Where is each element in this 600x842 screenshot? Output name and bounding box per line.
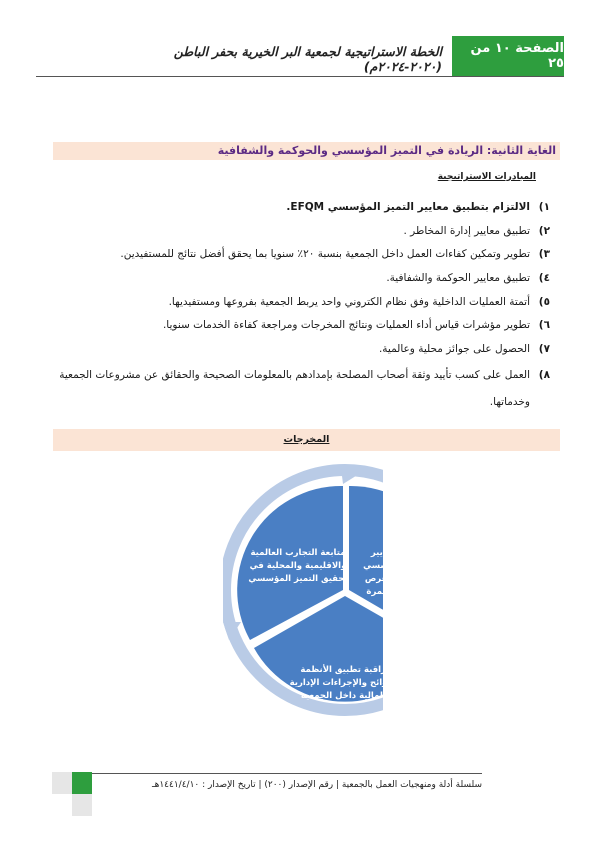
item-number: ٨) [538, 368, 550, 381]
item-number: ٤) [538, 272, 550, 285]
item-text: تطبيق معايير الحوكمة والشفافية. [386, 272, 530, 285]
outputs-heading-bar [53, 429, 560, 451]
item-text: تطوير مؤشرات قياس أداء العمليات ونتائج المخرجات ومراجعة كفاءة الخدمات سنويا. [162, 319, 530, 332]
cycle-text-left-2: والاقليمية والمحلية في [249, 561, 347, 571]
cycle-text-left-1: متابعة التجارب العالمية [250, 548, 346, 558]
item-number: ٦) [538, 319, 550, 332]
cycle-text-bottom-2: واللوائح والإجراءات الإدارية [289, 678, 403, 688]
item-text: الحصول على جوائز محلية وعالمية. [378, 343, 530, 356]
page-number-badge: الصفحة ١٠ من ٢٥ [452, 36, 564, 76]
footer-gray-square [72, 794, 92, 816]
outputs-heading: المخرجات [283, 434, 330, 445]
item-text: تطبيق معايير إدارة المخاطر . [403, 224, 530, 237]
list-item [56, 291, 550, 313]
list-item [56, 314, 550, 336]
goal-heading: الغاية الثانية: الريادة في التميز المؤسسي والحوكمة والشفافية [217, 144, 556, 157]
item-number: ٣) [538, 248, 550, 261]
document-title: الخطة الاستراتيجية لجمعية البر الخيرية بحفر الباطن (٢٠٢٠-٢٠٢٤م) [173, 44, 442, 74]
list-item [56, 196, 550, 218]
initiatives-list [56, 196, 550, 418]
footer-text: سلسلة أدلة ومنهجيات العمل بالجمعية | رقم الإصدار (٢٠٠) | تاريخ الإصدار : ١٤٤١/٤/١٠هـ [151, 780, 482, 790]
list-item [56, 220, 550, 242]
list-item [56, 362, 550, 416]
item-text: العمل على كسب تأييد وثقة أصحاب المصلحة بإمدادهم بالمعلومات الصحيحة والحقائق عن مشروعات الجمعية وخدماتها. [59, 368, 530, 408]
item-text: أتمتة العمليات الداخلية وفق نظام الكتروني واحد يربط الجمعية بفروعها ومستفيديها. [168, 295, 530, 308]
cycle-text-right-1: تطبيق معايير [370, 548, 426, 558]
cycle-text-right-4: بصورة مستمرة [366, 587, 430, 597]
item-text: الالتزام بتطبيق معايير التميز المؤسسي EFQM. [286, 201, 530, 213]
item-number: ١) [538, 201, 550, 213]
cycle-text-bottom-3: والمالية داخل الجمعية [300, 691, 392, 701]
cycle-text-bottom-1: مراقبة تطبيق الأنظمة [300, 665, 392, 675]
list-item [56, 243, 550, 265]
item-number: ٥) [538, 295, 550, 308]
footer-gray-square [52, 772, 72, 794]
footer-green-square [72, 772, 92, 794]
item-text: تطوير وتمكين كفاءات العمل داخل الجمعية بنسبة ٢٠٪ سنويا بما يحقق أفضل نتائج للمستفيدين. [120, 248, 530, 261]
header-divider [36, 76, 564, 77]
item-number: ٢) [538, 224, 550, 237]
cycle-labels [223, 462, 468, 762]
list-item [56, 267, 550, 289]
cycle-text-left-3: تحقيق التميز المؤسسي [248, 574, 348, 584]
list-item [56, 338, 550, 360]
item-number: ٧) [538, 343, 550, 356]
initiatives-heading: المبادرات الاستراتيجية [437, 172, 536, 182]
cycle-text-right-2: التميز المؤسسي [363, 561, 433, 571]
cycle-text-right-3: وتحسين الفرص [364, 574, 432, 584]
footer-divider [92, 773, 482, 774]
goal-heading-bar [53, 142, 560, 160]
